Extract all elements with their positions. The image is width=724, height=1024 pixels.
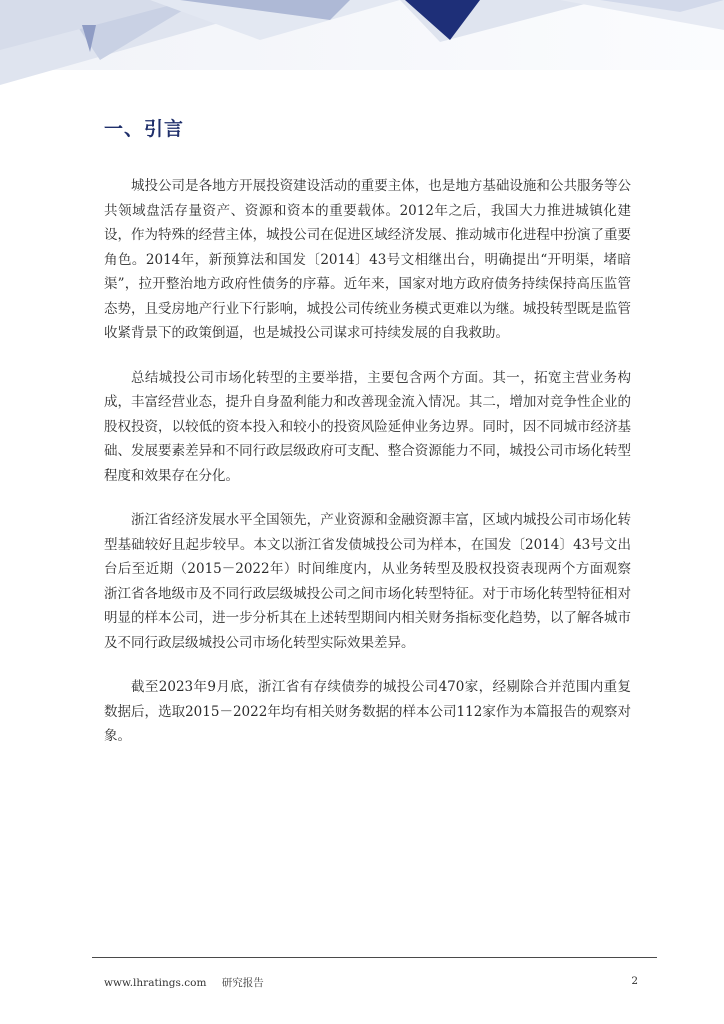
paragraph: 城投公司是各地方开展投资建设活动的重要主体，也是地方基础设施和公共服务等公共领域盘活存量资产、资源和资本的重要载体。2012年之后，我国大力推进城镇化建设，作为特殊的经营主体，城投公司在促进区域经济发展、推动城市化进程中扮演了重要角色。2014年，新预算法和国发〔2014〕43号文相继出台，明确提出“开明渠，堵暗渠”，拉开整治地方政府性债务的序幕。近年来，国家对地方政府债务持续保持高压监管态势，且受房地产行业下行影响，城投公司传统业务模式更难以为继。城投转型既是监管收紧背景下的政策倒逼，也是城投公司谋求可持续发展的自我救助。 bbox=[104, 178, 631, 341]
body-text bbox=[104, 174, 631, 769]
footer-info bbox=[104, 975, 264, 990]
footer-divider bbox=[92, 957, 657, 958]
paragraph: 总结城投公司市场化转型的主要举措，主要包含两个方面。其一，拓宽主营业务构成，丰富经营业态，提升自身盈利能力和改善现金流入情况。其二，增加对竞争性企业的股权投资，以较低的资本投入和较小的投资风险延伸业务边界。同时，因不同城市经济基础、发展要素差异和不同行政层级政府可支配、整合资源能力不同，城投公司市场化转型程度和效果存在分化。 bbox=[104, 369, 631, 484]
page-number: 2 bbox=[631, 975, 638, 987]
footer-doc-type: 研究报告 bbox=[221, 977, 264, 989]
paragraph: 浙江省经济发展水平全国领先，产业资源和金融资源丰富，区域内城投公司市场化转型基础较好且起步较早。本文以浙江省发债城投公司为样本，在国发〔2014〕43号文出台后至近期（2015－2022年）时间维度内，从业务转型及股权投资表现两个方面观察浙江省各地级市及不同行政层级城投公司之间市场化转型特征。对于市场化转型特征相对明显的样本公司，进一步分析其在上述转型期间内相关财务指标变化趋势，以了解各城市及不同行政层级城投公司市场化转型实际效果差异。 bbox=[104, 512, 631, 651]
section-title: 一、引言 bbox=[104, 118, 185, 140]
paragraph: 截至2023年9月底，浙江省有存续债券的城投公司470家，经剔除合并范围内重复数据后，选取2015－2022年均有相关财务数据的样本公司112家作为本篇报告的观察对象。 bbox=[104, 679, 631, 744]
footer-website-link[interactable]: www.lhratings.com bbox=[104, 977, 207, 989]
header-decoration bbox=[0, 0, 724, 110]
